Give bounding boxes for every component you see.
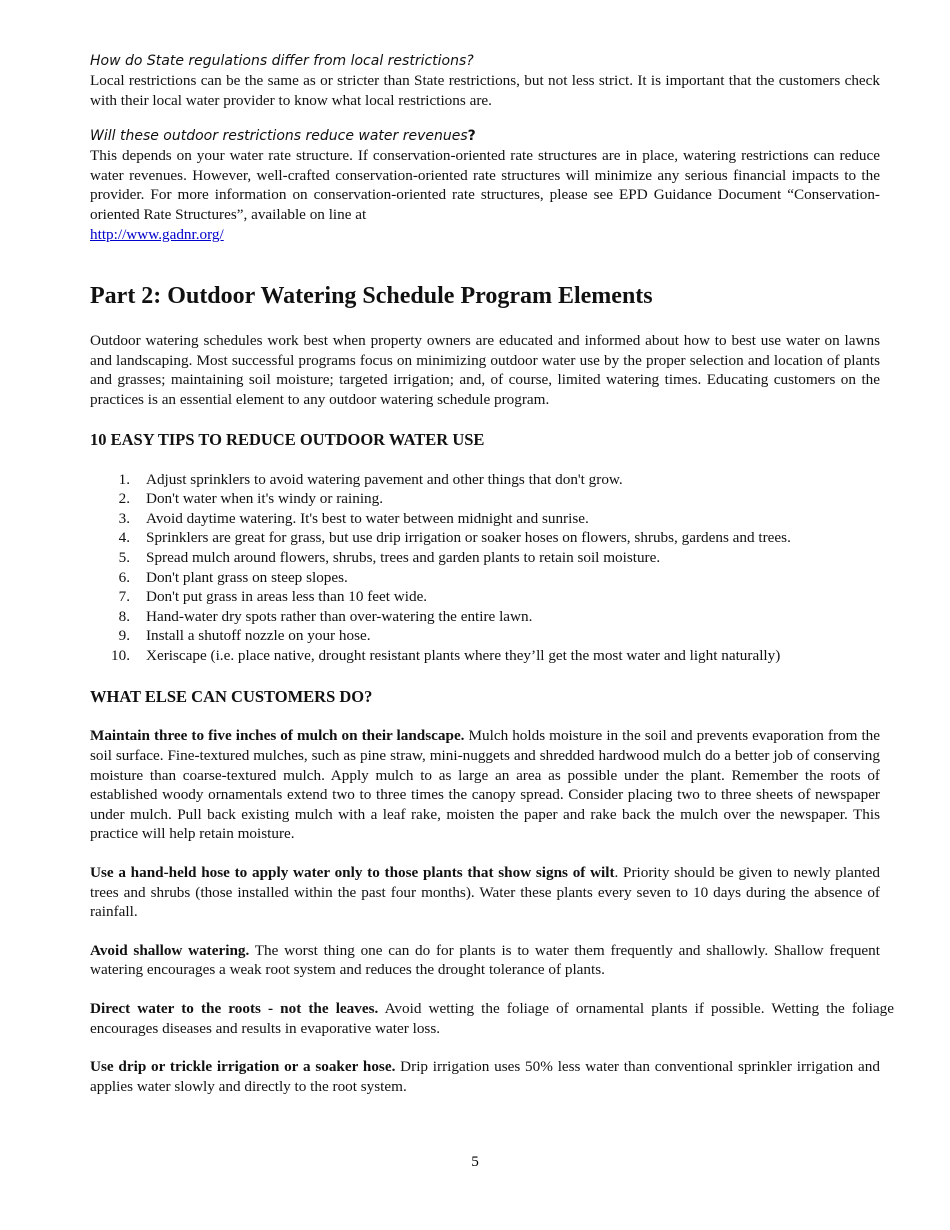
customer-tip-body: The worst thing one can do for plants is to water them frequently and shallowly. Shallow frequent watering encourages a weak root system and reduces the drought tolerance of plants. <box>90 941 880 979</box>
gadnr-link[interactable]: http://www.gadnr.org/ <box>90 225 224 243</box>
customer-tip-body: Avoid wetting the foliage of ornamental plants if possible. Wetting the foliage encourages diseases and results in evaporative water loss. <box>90 1000 894 1037</box>
part2-title: Part 2: Outdoor Watering Schedule Program Elements <box>90 283 653 310</box>
tip-text: Xeriscape (i.e. place native, drought resistant plants where they’ll get the most water and light naturally) <box>146 646 781 664</box>
tip-text: Hand-water dry spots rather than over-watering the entire lawn. <box>146 607 533 625</box>
tips-list <box>90 470 880 666</box>
tip-text: Spread mulch around flowers, shrubs, trees and garden plants to retain soil moisture. <box>146 548 661 566</box>
tip-number: 5. <box>118 548 130 566</box>
customers-heading: WHAT ELSE CAN CUSTOMERS DO? <box>90 687 373 707</box>
tip-item <box>90 470 880 490</box>
customer-tip-paragraph <box>90 941 880 980</box>
customer-tip-paragraph <box>90 1057 880 1096</box>
part2-intro: Outdoor watering schedules work best when property owners are educated and informed about how to best use water on lawns and landscaping. Most successful programs focus on minimizing outdoor water use by the proper selection and location of plants and grasses; maintaining soil moisture; targeted irrigation; and, of course, limited watering times. Educating customers on the practices is an essential element to any outdoor watering schedule program. <box>90 332 880 408</box>
customer-tip-body: Drip irrigation uses 50% less water than conventional sprinkler irrigation and applies water slowly and directly to the root system. <box>90 1058 880 1095</box>
tip-item <box>90 528 880 548</box>
tip-item <box>90 548 880 568</box>
page-number: 5 <box>471 1153 479 1170</box>
faq-answer-2 <box>90 146 880 244</box>
tip-text: Avoid daytime watering. It's best to water between midnight and sunrise. <box>146 509 589 527</box>
tip-text: Don't plant grass on steep slopes. <box>146 568 348 586</box>
tip-text: Adjust sprinklers to avoid watering pavement and other things that don't grow. <box>146 470 623 488</box>
customer-tip-body: . Priority should be given to newly planted trees and shrubs (those installed within the past four months). Water these plants every seven to 10 days during the absence of rainfall. <box>90 864 880 921</box>
faq-question-1: How do State regulations differ from local restrictions? <box>90 53 474 69</box>
faq-question-2 <box>90 127 880 146</box>
tip-item <box>90 489 880 509</box>
customer-tip-body: Mulch holds moisture in the soil and prevents evaporation from the soil surface. Fine-textured mulches, such as pine straw, mini-nuggets and shredded hardwood mulch do a better job of conserving moisture than coarse-textured mulch. Apply mulch to as large an area as possible under the plant. Remember the roots of established woody ornamentals extend two to three times the canopy spread. Consider placing two to three sheets of newspaper under mulch. Pull back existing mulch with a leaf rake, moisten the paper and rake back the mulch over the newspaper. This practice will help retain moisture. <box>90 727 880 843</box>
tips-heading: 10 EASY TIPS TO REDUCE OUTDOOR WATER USE <box>90 429 485 449</box>
customer-tip-lead: Direct water to the roots - not the leaves. <box>90 1000 379 1017</box>
tip-number: 8. <box>118 607 130 625</box>
tip-number: 9. <box>118 627 130 645</box>
tip-item <box>90 509 880 529</box>
customer-tip-lead: Use drip or trickle irrigation or a soaker hose. <box>90 1058 396 1076</box>
tip-text: Sprinklers are great for grass, but use drip irrigation or soaker hoses on flowers, shrubs, gardens and trees. <box>146 529 791 547</box>
tip-number: 3. <box>118 509 130 527</box>
faq-answer-2-text: This depends on your water rate structure. If conservation-oriented rate structures are in place, watering restrictions can reduce water revenues. However, well-crafted conservation-oriented rate structures will minimize any serious financial impacts to the provider. For more information on conservation-oriented rate structures, please see EPD Guidance Document “Conservation-oriented Rate Structures”, available on line at <box>90 147 880 223</box>
customer-tip-lead: Use a hand-held hose to apply water only to those plants that show signs of wilt <box>90 864 615 882</box>
tip-text: Don't put grass in areas less than 10 feet wide. <box>146 588 428 606</box>
tip-number: 2. <box>118 490 130 508</box>
customer-tip-paragraph <box>90 726 880 844</box>
tip-number: 7. <box>118 588 130 606</box>
tip-number: 1. <box>118 470 130 488</box>
document-page <box>90 52 894 1096</box>
faq-question-2-mark: ? <box>467 128 476 145</box>
customer-paragraphs <box>90 726 894 1096</box>
tip-item <box>90 568 880 588</box>
tip-item <box>90 607 880 627</box>
tip-number: 4. <box>118 529 130 547</box>
tip-text: Don't water when it's windy or raining. <box>146 490 384 508</box>
customer-tip-paragraph <box>90 863 880 922</box>
tip-item <box>90 587 880 607</box>
tip-text: Install a shutoff nozzle on your hose. <box>146 627 371 645</box>
tip-number: 6. <box>118 568 130 586</box>
customer-tip-paragraph <box>90 999 894 1038</box>
tip-item <box>90 626 880 646</box>
faq-question-2-text: Will these outdoor restrictions reduce water revenues <box>90 128 468 145</box>
tip-number: 10. <box>111 646 130 664</box>
customer-tip-lead: Maintain three to five inches of mulch on their landscape. <box>90 727 465 745</box>
tip-item <box>90 646 880 666</box>
customer-tip-lead: Avoid shallow watering. <box>90 941 250 959</box>
faq-answer-1: Local restrictions can be the same as or stricter than State restrictions, but not less strict. It is important that the customers check with their local water provider to know what local restrictions are. <box>90 72 880 109</box>
